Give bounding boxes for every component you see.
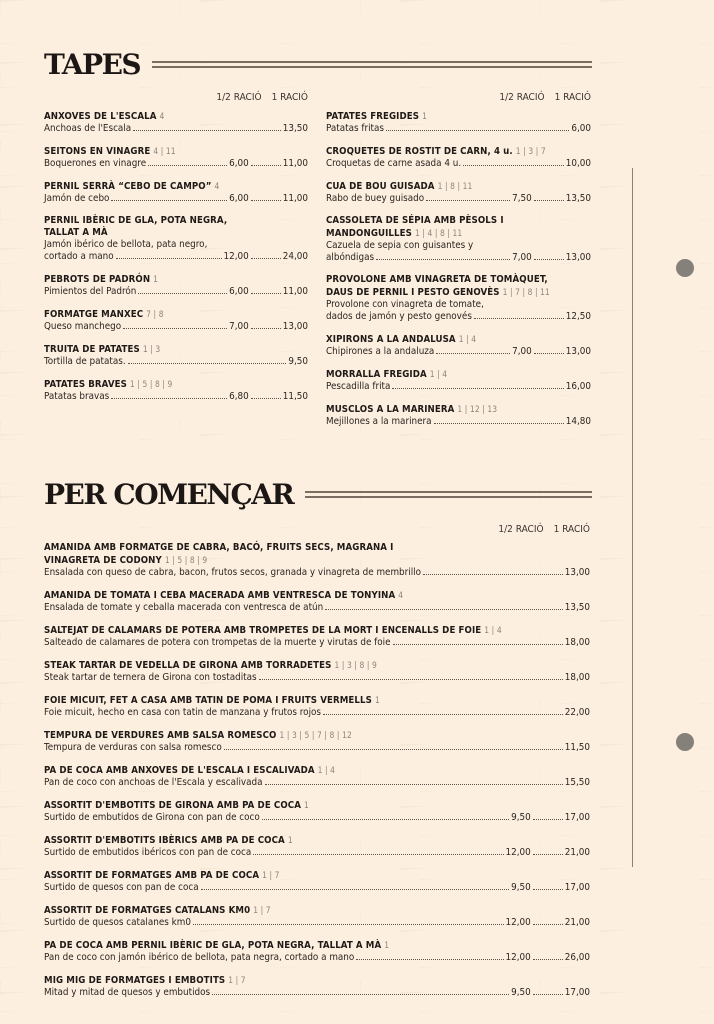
dot-leader (533, 959, 563, 960)
dish-name-text: XIPIRONS A LA ANDALUSA (326, 334, 456, 345)
half-portion-header: 1/2 RACIÓ (498, 524, 544, 535)
menu-item (44, 834, 590, 859)
menu-item (326, 180, 591, 205)
dish-price-line (44, 321, 308, 333)
dish-price-line (44, 391, 308, 403)
full-portion-price: 13,50 (565, 193, 591, 204)
full-portion-price: 21,00 (564, 917, 590, 928)
dish-name-text-line2: TALLAT A MÀ (44, 227, 108, 238)
dot-leader (533, 819, 563, 820)
dish-description: Rabo de buey guisado (326, 193, 425, 204)
half-portion-price: 7,00 (512, 346, 532, 357)
dish-price-line (44, 707, 590, 719)
allergen-codes: 1 | 3 | 8 | 9 (334, 660, 377, 670)
dot-leader (392, 388, 563, 389)
dot-leader (533, 994, 563, 995)
menu-item (44, 589, 590, 614)
allergen-codes: 7 | 8 (146, 309, 164, 319)
dish-name (44, 308, 308, 321)
full-portion-price: 13,00 (564, 567, 590, 578)
dish-name-text: PATATES BRAVES (44, 379, 127, 390)
dot-leader (386, 130, 569, 131)
dish-description: Anchoas de l'Escala (44, 123, 132, 134)
full-portion-price: 11,00 (282, 286, 308, 297)
full-portion-price: 21,00 (564, 847, 590, 858)
dish-price-line (326, 311, 591, 323)
full-portion-price: 6,00 (571, 123, 591, 134)
menu-item (326, 110, 591, 135)
half-portion-price: 12,00 (505, 917, 531, 928)
dish-name-text: PA DE COCA AMB ANXOVES DE L'ESCALA I ESCALIVADA (44, 765, 315, 776)
dot-leader (251, 165, 281, 166)
dish-price-line (44, 882, 590, 894)
dish-name-text: PATATES FREGIDES (326, 111, 420, 122)
tapes-left-column (44, 92, 308, 413)
price-column-headers (44, 92, 308, 106)
half-portion-price: 7,50 (512, 193, 532, 204)
dish-name-text: STEAK TARTAR DE VEDELLA DE GIRONA AMB TORRADETES (44, 660, 332, 671)
full-portion-price: 13,00 (282, 321, 308, 332)
dish-name-text: FORMATGE MANXEC (44, 309, 144, 320)
full-portion-price: 11,00 (282, 193, 308, 204)
dish-description: Ensalada con queso de cabra, bacon, frutos secos, granada y vinagreta de membrillo (44, 567, 422, 578)
dot-leader (111, 200, 227, 201)
menu-item (326, 403, 591, 428)
full-portion-price: 11,00 (282, 158, 308, 169)
dish-name-text: MIG MIG DE FORMATGES I EMBOTITS (44, 975, 226, 986)
dish-price-line (326, 416, 591, 428)
dish-description: Surtido de quesos catalanes km0 (44, 917, 191, 928)
dish-description: Surtido de embutidos de Girona con pan de coco (44, 812, 260, 823)
allergen-codes: 1 (422, 111, 427, 121)
dish-price-line (44, 251, 308, 263)
full-portion-price: 15,50 (564, 777, 590, 788)
allergen-codes: 4 | 11 (153, 146, 176, 156)
half-portion-price: 7,00 (512, 252, 532, 263)
allergen-codes: 1 | 4 (429, 369, 448, 379)
dish-name (44, 215, 308, 239)
allergen-codes: 1 | 3 (142, 344, 161, 354)
dish-description: Foie micuit, hecho en casa con tatin de manzana y frutos rojos (44, 707, 321, 718)
dish-name-text: ANXOVES DE L'ESCALA (44, 111, 157, 122)
full-portion-header: 1 RACIÓ (271, 92, 308, 103)
dot-leader (212, 994, 509, 995)
dish-price-line (326, 158, 591, 170)
allergen-codes: 1 (374, 695, 380, 705)
dish-price-line (44, 812, 590, 824)
dish-description: Provolone con vinagreta de tomate, (326, 299, 484, 310)
allergen-codes: 1 | 7 (253, 905, 271, 915)
full-portion-header: 1 RACIÓ (553, 524, 590, 535)
dish-description: Tortilla de patatas. (44, 356, 126, 367)
dish-name (326, 368, 591, 381)
dot-leader (323, 714, 563, 715)
dish-name-text: CASSOLETA DE SÉPIA AMB PÈSOLS I (326, 215, 504, 226)
half-portion-price: 6,80 (229, 391, 249, 402)
allergen-codes: 4 (398, 590, 404, 600)
dish-price-line (44, 123, 308, 135)
dish-price-line (326, 252, 591, 264)
dish-description: Tempura de verduras con salsa romesco (44, 742, 222, 753)
dish-name-text: ASSORTIT DE FORMATGES AMB PA DE COCA (44, 870, 260, 881)
menu-item (326, 274, 591, 323)
dot-leader (393, 644, 563, 645)
dish-name (44, 180, 308, 193)
dot-leader (128, 363, 287, 364)
dish-price-line (44, 158, 308, 170)
allergen-codes: 1 | 5 | 8 | 9 (129, 379, 173, 389)
dish-name-text-line2: MANDONGUILLES (326, 228, 412, 239)
dish-description: Queso manchego (44, 321, 122, 332)
dish-name-text: AMANIDA AMB FORMATGE DE CABRA, BACÓ, FRUITS SECS, MAGRANA I (44, 542, 394, 553)
full-portion-price: 16,00 (565, 381, 591, 392)
dish-name-text: MUSCLOS A LA MARINERA (326, 404, 455, 415)
allergen-codes: 4 (159, 111, 165, 121)
dish-price-line (44, 286, 308, 298)
dish-name-text: FOIE MICUIT, FET A CASA AMB TATIN DE POMA I FRUITS VERMELLS (44, 695, 372, 706)
dish-name (326, 403, 591, 416)
dot-leader (251, 328, 281, 329)
menu-item (326, 145, 591, 170)
dish-name-text: TEMPURA DE VERDURES AMB SALSA ROMESCO (44, 730, 277, 741)
dot-leader (193, 924, 504, 925)
full-portion-price: 22,00 (564, 707, 590, 718)
tapes-right-list (326, 110, 591, 428)
title-rule (305, 491, 592, 498)
full-portion-price: 10,00 (565, 158, 591, 169)
allergen-codes: 1 (304, 800, 309, 810)
full-portion-price: 9,50 (288, 356, 308, 367)
dish-name (326, 333, 591, 346)
full-portion-price: 18,00 (564, 637, 590, 648)
dot-leader (251, 200, 281, 201)
dish-description: Pescadilla frita (326, 381, 391, 392)
allergen-codes: 1 | 7 (228, 975, 246, 985)
dish-name-text: CUA DE BOU GUISADA (326, 181, 435, 192)
full-portion-price: 18,00 (564, 672, 590, 683)
dish-name (44, 799, 590, 812)
half-portion-price: 12,00 (505, 952, 531, 963)
dish-name (44, 869, 590, 882)
allergen-codes: 1 | 5 | 8 | 9 (164, 555, 208, 565)
dish-name (44, 378, 308, 391)
dish-name-text: MORRALLA FREGIDA (326, 369, 427, 380)
dish-description: Pimientos del Padrón (44, 286, 137, 297)
dish-name-text: ASSORTIT D'EMBOTITS IBÈRICS AMB PA DE COCA (44, 835, 285, 846)
full-portion-price: 17,00 (564, 812, 590, 823)
price-column-headers (326, 92, 591, 106)
dish-name-text: SEITONS EN VINAGRE (44, 146, 151, 157)
dish-price-line (44, 637, 590, 649)
section-title-per-comencar (44, 478, 592, 511)
dish-price-line (44, 952, 590, 964)
full-portion-header: 1 RACIÓ (554, 92, 591, 103)
menu-item (44, 542, 590, 579)
dish-price-line (44, 847, 590, 859)
menu-item (326, 368, 591, 393)
allergen-codes: 1 | 3 | 5 | 7 | 8 | 12 (279, 730, 352, 740)
dish-price-line (44, 356, 308, 368)
menu-item (44, 180, 308, 205)
menu-item (326, 333, 591, 358)
dish-price-line (326, 381, 591, 393)
page-margin-line (632, 168, 633, 867)
allergen-codes: 1 | 8 | 11 (437, 181, 473, 191)
dish-description: Mitad y mitad de quesos y embutidos (44, 987, 211, 998)
dish-name (44, 729, 590, 742)
full-portion-price: 13,00 (565, 252, 591, 263)
dish-description: Pan de coco con anchoas de l'Escala y escalivada (44, 777, 263, 788)
menu-item (44, 378, 308, 403)
allergen-codes: 4 (214, 181, 220, 191)
dish-name (44, 694, 590, 707)
dish-name (44, 974, 590, 987)
menu-item (44, 145, 308, 170)
dot-leader (201, 889, 510, 890)
dish-price-line (44, 777, 590, 789)
dish-name (44, 764, 590, 777)
half-portion-price: 6,00 (229, 158, 249, 169)
full-portion-price: 26,00 (564, 952, 590, 963)
dish-name (326, 274, 591, 299)
half-portion-price: 12,00 (223, 251, 249, 262)
menu-item (44, 110, 308, 135)
dish-name-text: PERNIL IBÈRIC DE GLA, POTA NEGRA, (44, 215, 228, 226)
dish-price-line (44, 193, 308, 205)
dish-price-line (326, 123, 591, 135)
dot-leader (325, 609, 563, 610)
dish-description: Steak tartar de ternera de Girona con tostaditas (44, 672, 257, 683)
allergen-codes: 1 | 12 | 13 (457, 404, 498, 414)
allergen-codes: 1 (384, 940, 390, 950)
dish-description: Chipirones a la andaluza (326, 346, 435, 357)
dot-leader (251, 293, 281, 294)
dish-name (44, 939, 590, 952)
dish-description: Jamón de cebo (44, 193, 110, 204)
per-comencar-list (44, 542, 590, 999)
dot-leader (265, 784, 563, 785)
dish-name-text-line2: VINAGRETA DE CODONY (44, 555, 162, 566)
menu-item (44, 343, 308, 368)
full-portion-price: 24,00 (282, 251, 308, 262)
dish-description: Croquetas de carne asada 4 u. (326, 158, 462, 169)
half-portion-price: 9,50 (511, 987, 531, 998)
dish-price-line (44, 602, 590, 614)
menu-item (326, 215, 591, 264)
dot-leader (534, 353, 564, 354)
dish-price-line (44, 917, 590, 929)
dish-name-text: PERNIL SERRÀ “CEBO DE CAMPO” (44, 181, 212, 192)
dish-name-text: ASSORTIT DE FORMATGES CATALANS KM0 (44, 905, 251, 916)
dot-leader (436, 353, 510, 354)
menu-item (44, 869, 590, 894)
dot-leader (434, 423, 564, 424)
full-portion-price: 11,50 (564, 742, 590, 753)
allergen-codes: 1 | 7 | 8 | 11 (502, 287, 550, 297)
half-portion-price: 7,00 (229, 321, 249, 332)
dish-name-text: CROQUETES DE ROSTIT DE CARN, 4 u. (326, 146, 513, 157)
menu-item (44, 308, 308, 333)
menu-item (44, 694, 590, 719)
section-title-tapes (44, 48, 592, 81)
dot-leader (251, 398, 281, 399)
per-comencar-column (44, 524, 590, 1009)
tapes-right-column (326, 92, 591, 438)
full-portion-price: 17,00 (564, 987, 590, 998)
dot-leader (533, 854, 563, 855)
dot-leader (111, 398, 227, 399)
dot-leader (224, 749, 563, 750)
allergen-codes: 1 | 7 (262, 870, 280, 880)
menu-item (44, 624, 590, 649)
dot-leader (133, 130, 281, 131)
dot-leader (376, 259, 510, 260)
dish-name (44, 110, 308, 123)
dish-name (326, 180, 591, 193)
dish-name-text: PROVOLONE AMB VINAGRETA DE TOMÀQUET, (326, 274, 548, 285)
dish-description: Cazuela de sepia con guisantes y (326, 240, 474, 251)
dish-description: Patatas bravas (44, 391, 110, 402)
allergen-codes: 1 | 4 | 8 | 11 (414, 228, 463, 238)
dish-description: Ensalada de tomate y ceballa macerada con ventresca de atún (44, 602, 324, 613)
allergen-codes: 1 | 4 (458, 334, 477, 344)
full-portion-price: 13,00 (565, 346, 591, 357)
dish-description: albóndigas (326, 252, 375, 263)
dish-description: Boquerones en vinagre (44, 158, 147, 169)
dot-leader (356, 959, 503, 960)
menu-item (44, 273, 308, 298)
half-portion-price: 9,50 (511, 812, 531, 823)
dot-leader (463, 165, 564, 166)
dish-name-text-line2: DAUS DE PERNIL I PESTO GENOVÈS (326, 287, 500, 298)
menu-item (44, 215, 308, 263)
half-portion-price: 6,00 (229, 286, 249, 297)
dish-description: dados de jamón y pesto genovés (326, 311, 472, 322)
half-portion-price: 12,00 (505, 847, 531, 858)
dot-leader (253, 854, 503, 855)
dish-description: Surtido de embutidos ibéricos con pan de coca (44, 847, 252, 858)
dish-name (44, 273, 308, 286)
tapes-title-text: TAPES (44, 48, 141, 81)
half-portion-price: 6,00 (229, 193, 249, 204)
menu-item (44, 974, 590, 999)
dish-name-text: ASSORTIT D'EMBOTITS DE GIRONA AMB PA DE COCA (44, 800, 302, 811)
allergen-codes: 1 (153, 274, 159, 284)
half-portion-price: 9,50 (511, 882, 531, 893)
dish-name (326, 215, 591, 240)
dish-name-text: SALTEJAT DE CALAMARS DE POTERA AMB TROMPETES DE LA MORT I ENCENALLS DE FOIE (44, 625, 482, 636)
dish-name-text: TRUITA DE PATATES (44, 344, 140, 355)
binder-hole-icon (676, 259, 694, 277)
binder-hole-icon (676, 733, 694, 751)
dish-name (44, 834, 590, 847)
dish-price-line (44, 567, 590, 579)
dish-name (44, 542, 590, 567)
dot-leader (534, 259, 564, 260)
dot-leader (533, 889, 563, 890)
menu-item (44, 799, 590, 824)
dish-name (44, 624, 590, 637)
dish-description: Patatas fritas (326, 123, 384, 134)
dish-price-line (44, 987, 590, 999)
dish-price-line (44, 672, 590, 684)
per-comencar-title-text: PER COMENÇAR (44, 478, 294, 511)
allergen-codes: 1 | 3 | 7 (515, 146, 546, 156)
dish-price-line (326, 346, 591, 358)
dot-leader (138, 293, 227, 294)
dot-leader (423, 574, 563, 575)
allergen-codes: 1 | 4 (484, 625, 502, 635)
dish-name (326, 145, 591, 158)
allergen-codes: 1 | 4 (317, 765, 336, 775)
full-portion-price: 13,50 (564, 602, 590, 613)
dot-leader (251, 258, 281, 259)
dish-description: Salteado de calamares de potera con trompetas de la muerte y virutas de foie (44, 637, 391, 648)
dish-description: cortado a mano (44, 251, 114, 262)
dish-name (326, 110, 591, 123)
dish-name (44, 659, 590, 672)
menu-item (44, 659, 590, 684)
price-column-headers (44, 524, 590, 538)
allergen-codes: 1 (287, 835, 293, 845)
dish-name-text: PA DE COCA AMB PERNIL IBÈRIC DE GLA, POTA NEGRA, TALLAT A MÀ (44, 940, 382, 951)
dot-leader (123, 328, 227, 329)
dish-name-text: AMANIDA DE TOMATA I CEBA MACERADA AMB VENTRESCA DE TONYINA (44, 590, 396, 601)
menu-item (44, 904, 590, 929)
full-portion-price: 11,50 (282, 391, 308, 402)
full-portion-price: 14,80 (565, 416, 591, 427)
dot-leader (148, 165, 227, 166)
dot-leader (533, 924, 563, 925)
menu-item (44, 729, 590, 754)
dot-leader (426, 200, 510, 201)
full-portion-price: 13,50 (282, 123, 308, 134)
dish-description: Pan de coco con jamón ibérico de bellota, pata negra, cortado a mano (44, 952, 355, 963)
title-rule (152, 61, 592, 68)
dot-leader (259, 679, 563, 680)
tapes-left-list (44, 110, 308, 403)
menu-item (44, 939, 590, 964)
half-portion-header: 1/2 RACIÓ (216, 92, 262, 103)
menu-item (44, 764, 590, 789)
dish-name (44, 904, 590, 917)
half-portion-header: 1/2 RACIÓ (499, 92, 545, 103)
dot-leader (116, 258, 222, 259)
dish-name (44, 343, 308, 356)
dish-price-line (326, 193, 591, 205)
dish-description: Surtido de quesos con pan de coca (44, 882, 199, 893)
dish-name (44, 145, 308, 158)
dot-leader (474, 318, 564, 319)
dish-name (44, 589, 590, 602)
dish-name-text: PEBROTS DE PADRÓN (44, 274, 151, 285)
full-portion-price: 17,00 (564, 882, 590, 893)
dish-description: Jamón ibérico de bellota, pata negro, (44, 239, 208, 250)
dish-price-line (44, 742, 590, 754)
dish-description: Mejillones a la marinera (326, 416, 432, 427)
dot-leader (262, 819, 509, 820)
full-portion-price: 12,50 (565, 311, 591, 322)
dot-leader (534, 200, 564, 201)
